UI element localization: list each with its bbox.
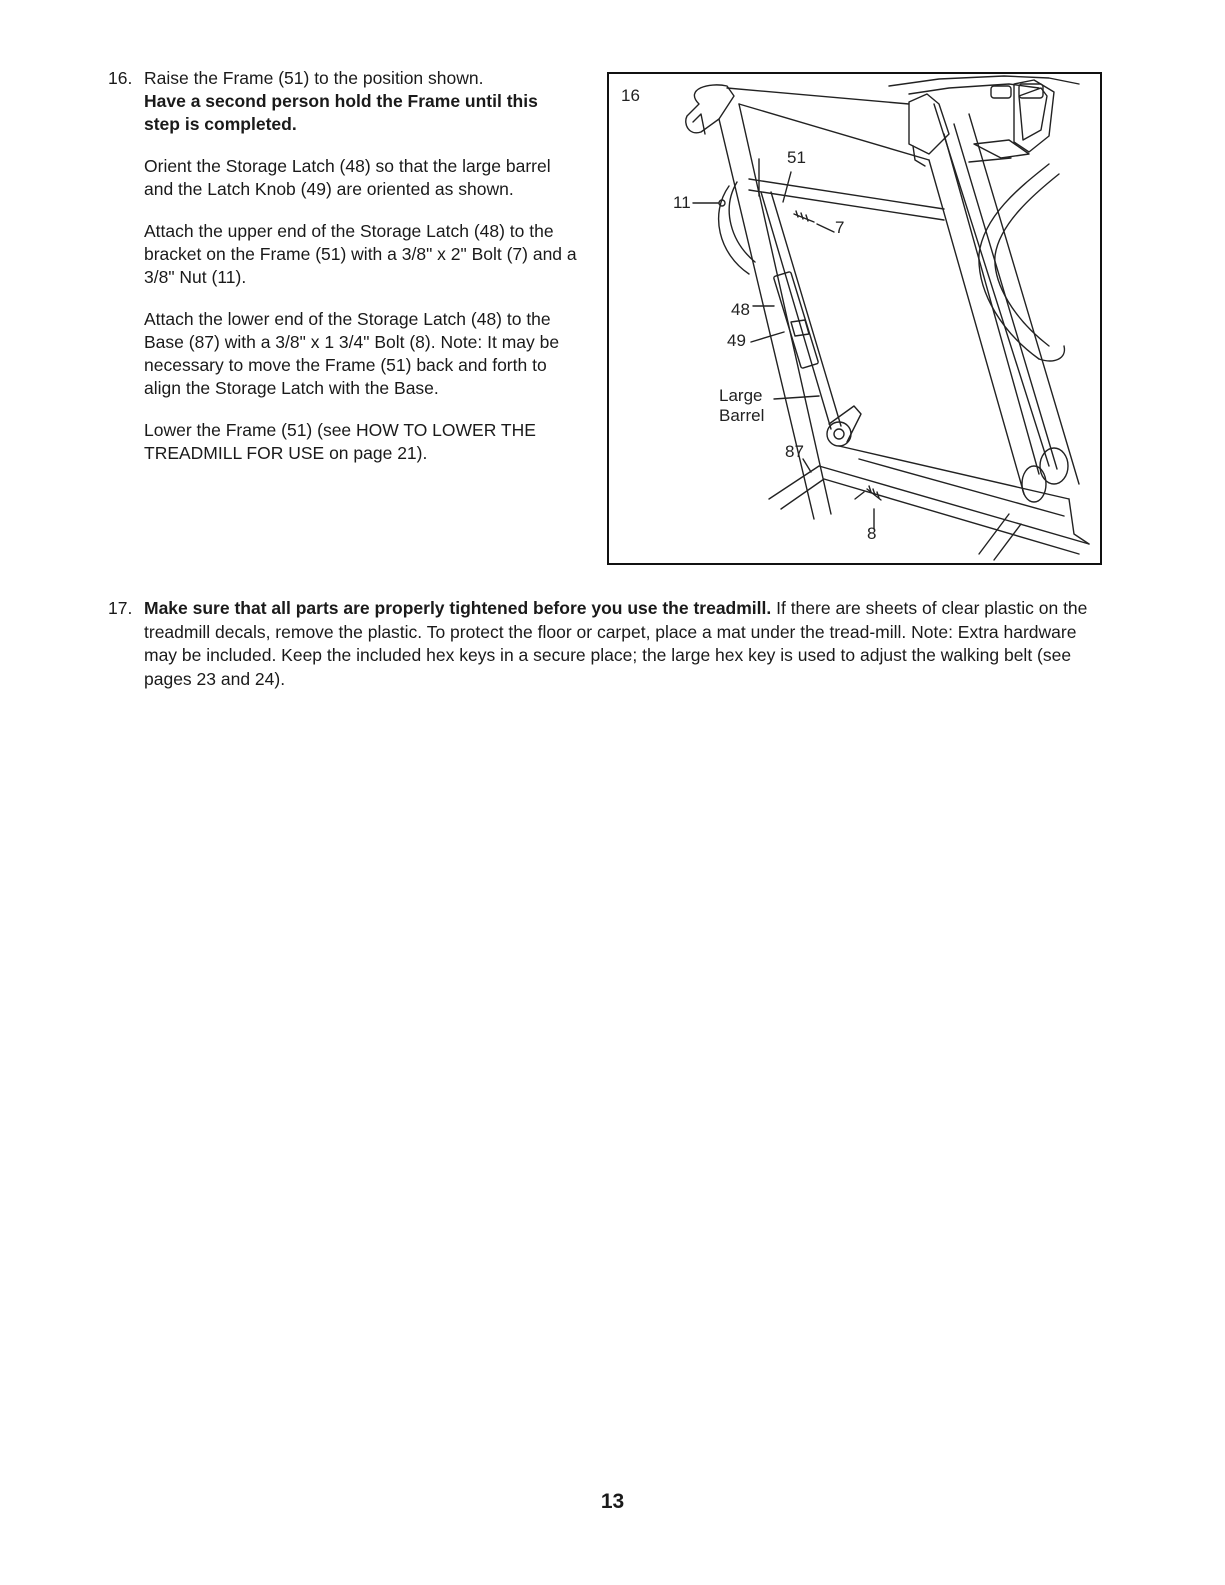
callout-large-barrel-large: Large	[719, 386, 763, 405]
step-16-line1: Raise the Frame (51) to the position shown.	[144, 68, 484, 88]
step-16-warning: Have a second person hold the Frame until this step is completed.	[144, 91, 538, 134]
step-17-warning: Make sure that all parts are properly tightened before you use the treadmill.	[144, 598, 772, 618]
callout-8: 8	[867, 524, 877, 543]
step-16-lower-frame: Lower the Frame (51) (see HOW TO LOWER THE TREADMILL FOR USE on page 21).	[144, 420, 536, 463]
callout-87: 87	[785, 442, 804, 461]
step-16	[108, 67, 578, 484]
callout-48: 48	[731, 300, 750, 319]
treadmill-drawing	[609, 74, 1102, 565]
step-number: 16.	[108, 68, 133, 88]
step-17	[108, 597, 1098, 691]
step-16-intro	[144, 67, 578, 136]
step-16-orient: Orient the Storage Latch (48) so that the large barrel and the Latch Knob (49) are oriented as shown.	[144, 156, 551, 199]
step-17-instructions: If there are sheets of clear plastic on the treadmill decals, remove the plastic. To protect the floor or carpet, place a mat under the tread-mill. Note: Extra hardware may be included. Keep the included hex keys in a secure place; the large hex key is used to adjust the walking belt (see pages 23 and 24).	[144, 598, 1088, 689]
callout-7: 7	[835, 218, 845, 237]
step-16-attach-upper: Attach the upper end of the Storage Latch (48) to the bracket on the Frame (51) with a 3/8" x 2" Bolt (7) and a 3/8" Nut (11).	[144, 221, 577, 287]
callout-11: 11	[673, 193, 691, 212]
step-16-illustration	[607, 72, 1102, 565]
callout-49: 49	[727, 331, 746, 350]
step-17-text	[144, 597, 1098, 691]
step-16-attach-lower: Attach the lower end of the Storage Latch (48) to the Base (87) with a 3/8" x 1 3/4" Bolt (8). Note: It may be necessary to move the Frame (51) back and forth to align the Storage Latch with the Base.	[144, 309, 560, 398]
figure-step-label: 16	[621, 86, 640, 105]
page-number: 13	[600, 1490, 625, 1513]
callout-51: 51	[787, 148, 806, 167]
callout-large-barrel-barrel: Barrel	[719, 406, 765, 425]
step-number: 17.	[108, 598, 133, 618]
